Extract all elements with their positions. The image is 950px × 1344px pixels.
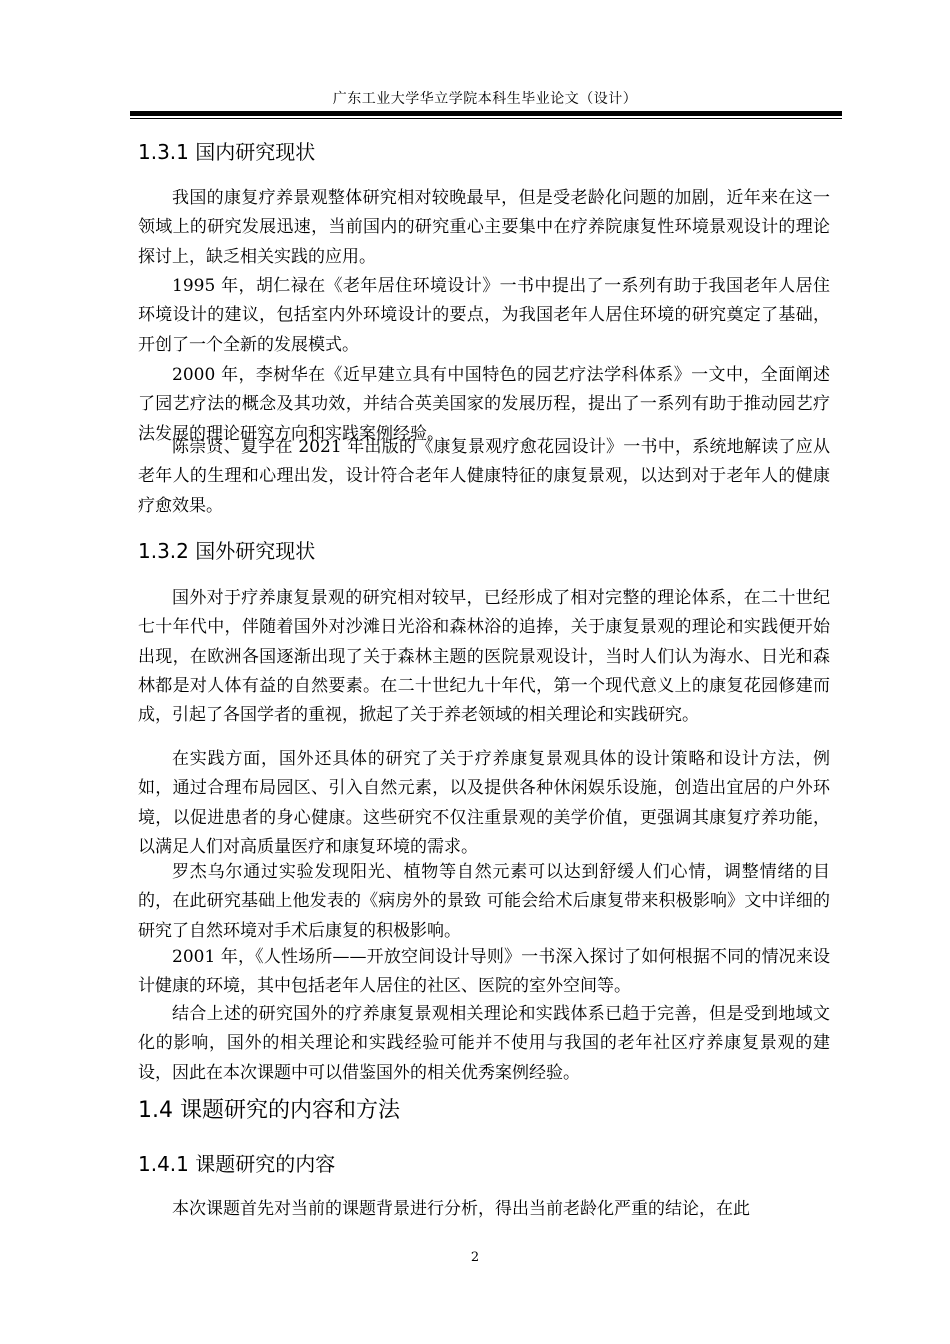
section-heading-1-3-1: 1.3.1 国内研究现状	[138, 140, 316, 164]
header-rule-thick	[130, 111, 842, 116]
page-number: 2	[470, 1250, 480, 1265]
paragraph: 2000 年，李树华在《近早建立具有中国特色的园艺疗法学科体系》一文中，全面阐述了园艺疗法的概念及其功效，并结合英美国家的发展历程，提出了一系列有助于推动园艺疗法发展的理论研究方向和实践案例经验。	[138, 365, 830, 444]
paragraph: 陈崇贤、夏宇在 2021 年出版的《康复景观疗愈花园设计》一书中，系统地解读了应从老年人的生理和心理出发，设计符合老年人健康特征的康复景观，以达到对于老年人的健康疗愈效果。	[138, 437, 830, 516]
section-heading-1-4-1: 1.4.1 课题研究的内容	[138, 1152, 336, 1176]
section-heading-1-4: 1.4 课题研究的内容和方法	[138, 1098, 400, 1123]
running-header: 广东工业大学华立学院本科生毕业论文（设计）	[332, 91, 638, 107]
paragraph: 在实践方面，国外还具体的研究了关于疗养康复景观具体的设计策略和设计方法，例如，通过合理布局园区、引入自然元素，以及提供各种休闲娱乐设施，创造出宜居的户外环境，以促进患者的身心健康。这些研究不仅注重景观的美学价值，更强调其康复疗养功能，以满足人们对高质量医疗和康复环境的需求。	[138, 749, 830, 857]
paragraph: 1995 年，胡仁禄在《老年居住环境设计》一书中提出了一系列有助于我国老年人居住环境设计的建议，包括室内外环境设计的要点，为我国老年人居住环境的研究奠定了基础，开创了一个全新的发展模式。	[138, 276, 830, 355]
paragraph: 2001 年，《人性场所——开放空间设计导则》一书深入探讨了如何根据不同的情况来设计健康的环境，其中包括老年人居住的社区、医院的室外空间等。	[138, 947, 830, 997]
paragraph: 国外对于疗养康复景观的研究相对较早，已经形成了相对完整的理论体系，在二十世纪七十年代中，伴随着国外对沙滩日光浴和森林浴的追捧，关于康复景观的理论和实践便开始出现，在欧洲各国逐渐出现了关于森林主题的医院景观设计，当时人们认为海水、日光和森林都是对人体有益的自然要素。在二十世纪九十年代，第一个现代意义上的康复花园修建而成，引起了各国学者的重视，掀起了关于养老领域的相关理论和实践研究。	[138, 588, 830, 726]
header-rule-thin	[130, 118, 842, 119]
section-heading-1-3-2: 1.3.2 国外研究现状	[138, 539, 316, 563]
paragraph: 我国的康复疗养景观整体研究相对较晚最早，但是受老龄化问题的加剧，近年来在这一领域上的研究发展迅速，当前国内的研究重心主要集中在疗养院康复性环境景观设计的理论探讨上，缺乏相关实践的应用。	[138, 188, 830, 267]
paragraph: 结合上述的研究国外的疗养康复景观相关理论和实践体系已趋于完善，但是受到地域文化的影响，国外的相关理论和实践经验可能并不使用与我国的老年社区疗养康复景观的建设，因此在本次课题中可以借鉴国外的相关优秀案例经验。	[138, 1004, 830, 1083]
paragraph: 罗杰乌尔通过实验发现阳光、植物等自然元素可以达到舒缓人们心情，调整情绪的目的，在此研究基础上他发表的《病房外的景致 可能会给术后康复带来积极影响》文中详细的研究了自然环境对手术后康复的积极影响。	[138, 862, 830, 941]
paragraph: 本次课题首先对当前的课题背景进行分析，得出当前老龄化严重的结论，在此	[172, 1199, 750, 1219]
